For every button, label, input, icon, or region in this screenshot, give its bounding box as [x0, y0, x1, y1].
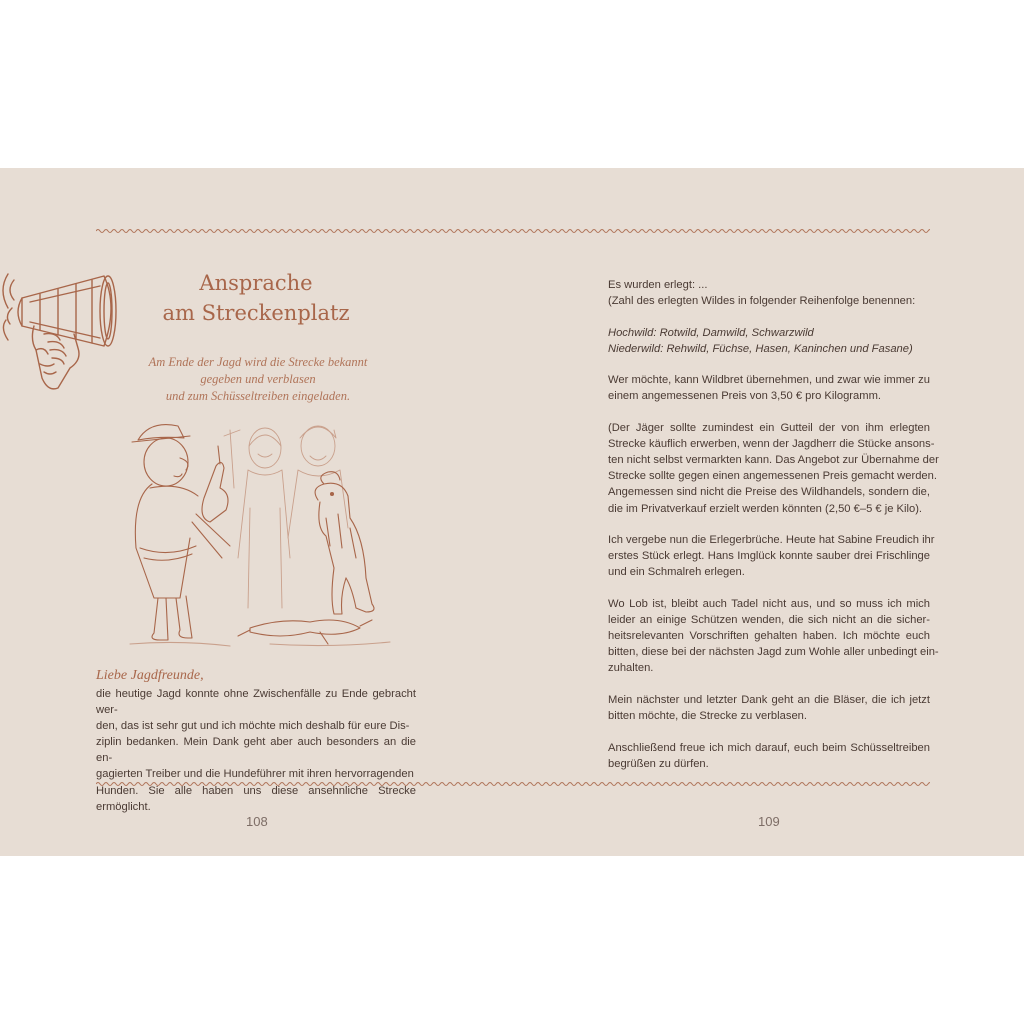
greeting: Liebe Jagdfreunde, [96, 668, 204, 683]
paragraph-line: die im Privatverkauf erzielt werden könnten (2,50 €–5 € je Kilo). [608, 502, 923, 515]
wave-line [96, 230, 930, 233]
paragraph-line: (Der Jäger sollte zumindest ein Gutteil der von ihm erlegten [608, 422, 930, 435]
page-number-left: 108 [246, 814, 268, 829]
book-spread [0, 168, 1024, 856]
body-line: Hunden. Sie alle haben uns diese ansehnliche Strecke ermöglicht. [96, 784, 416, 813]
subtitle [118, 354, 398, 405]
paragraph-line: erstes Stück erlegt. Hans Imglück konnte sauber drei Frischlinge [608, 550, 930, 563]
megaphone-hand-illustration [0, 268, 122, 396]
paragraph-line: leider an einige Schützen wenden, die sich nicht an die sicher- [608, 614, 930, 626]
paragraph-line: bitten, diese bei der nächsten Jagd zum Wohle aller unbedingt ein- [608, 646, 939, 659]
body-line: den, das ist sehr gut und ich möchte mich deshalb für eure Dis- [96, 720, 410, 733]
paragraph-line: Strecke sollte gegen einen angemessenen Preis gemacht werden. [608, 470, 937, 483]
paragraph-line: (Zahl des erlegten Wildes in folgender Reihenfolge benennen: [608, 295, 916, 308]
paragraph-line: und ein Schmalreh erlegen. [608, 566, 745, 579]
paragraph-line: einem angemessenen Preis von 3,50 € pro Kilogramm. [608, 390, 881, 403]
wave-line [96, 783, 930, 786]
paragraph-line: Es wurden erlegt: ... [608, 279, 708, 291]
paragraph-line: Mein nächster und letzter Dank geht an die Bläser, die ich jetzt [608, 693, 930, 706]
paragraph-line: Ich vergebe nun die Erlegerbrüche. Heute hat Sabine Freudich ihr [608, 534, 935, 547]
paragraph-line: Wo Lob ist, bleibt auch Tadel nicht aus, und so muss ich mich [608, 597, 930, 610]
body-text-right [608, 277, 939, 772]
subtitle-line-2: gegeben und verblasen [200, 372, 316, 386]
page-title [130, 268, 382, 328]
game-list-line: Niederwild: Rehwild, Füchse, Hasen, Kaninchen und Fasane) [608, 342, 913, 355]
paragraph-line: begrüßen zu dürfen. [608, 757, 709, 770]
paragraph-line: zuhalten. [608, 662, 654, 675]
subtitle-line-1: Am Ende der Jagd wird die Strecke bekannt [148, 355, 368, 369]
paragraph-line: ten nicht selbst vermarkten kann. Das Angebot zur Übernahme der [608, 454, 939, 467]
paragraph-line: Anschließend freue ich mich darauf, euch beim Schüsseltreiben [608, 741, 930, 754]
game-list-line: Hochwild: Rotwild, Damwild, Schwarzwild [608, 326, 814, 339]
body-line: ziplin bedanken. Mein Dank geht aber auch besonders an die en- [96, 736, 416, 765]
paragraph-line: Wer möchte, kann Wildbret übernehmen, und zwar wie immer zu [608, 374, 930, 387]
title-line-1: Ansprache [199, 271, 313, 295]
wavy-divider-top [96, 227, 930, 235]
paragraph-line: heitsrelevanten Vorschriften gehalten haben. Ich möchte euch [608, 630, 930, 643]
hunters-with-dog-illustration [120, 418, 400, 653]
paragraph-line: Angemessen sind nicht die Preise des Wildhandels, sondern die, [608, 486, 930, 499]
wavy-divider-bottom [96, 780, 930, 788]
body-line: gagierten Treiber und die Hundeführer mit ihren hervorragenden [96, 768, 414, 781]
body-text-left [96, 686, 416, 815]
page-number-right: 109 [758, 814, 780, 829]
paragraph-line: bitten möchte, die Strecke zu verblasen. [608, 709, 807, 722]
paragraph-line: Strecke käuflich erwerben, wenn der Jagdherr die Stücke ansons- [608, 438, 935, 451]
body-line: die heutige Jagd konnte ohne Zwischenfälle zu Ende gebracht wer- [96, 688, 416, 717]
subtitle-line-3: und zum Schüsseltreiben eingeladen. [165, 389, 351, 403]
title-line-2: am Streckenplatz [162, 301, 350, 325]
